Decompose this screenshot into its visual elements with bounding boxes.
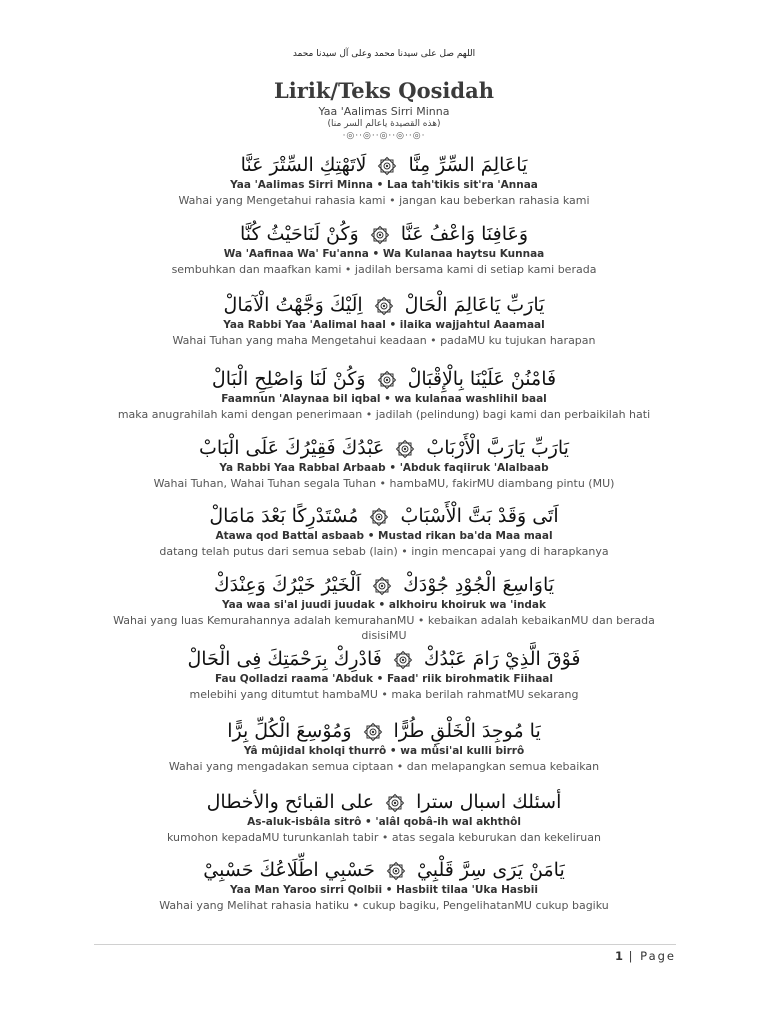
- verse-block: [0, 221, 768, 277]
- ornament-separator-icon: [384, 792, 406, 814]
- verse-arabic-first-half: يَارَبِّ يَارَبَّ الْأَرْبَابْ: [426, 437, 569, 459]
- ornament-separator-icon: [392, 649, 414, 671]
- page-label: Page: [640, 949, 676, 963]
- verse-block: [0, 789, 768, 845]
- verse-arabic-first-half: يَامَنْ يَرَى سِرَّ قَلْبِيْ: [416, 859, 565, 881]
- verse-arabic-second-half: فَادْرِكْ بِرَحْمَتِكَ فِى الْحَالْ: [187, 648, 382, 670]
- verse-arabic-second-half: وَكُنْ لَنَاحَيْثُ كُنَّا: [239, 223, 359, 245]
- page-footer: [615, 949, 676, 963]
- verse-arabic: [0, 718, 768, 744]
- verse-translation: Wahai yang Mengetahui rahasia kami • jangan kau beberkan rahasia kami: [178, 194, 590, 207]
- verse-block: [0, 435, 768, 491]
- verse-arabic-second-half: وَمُوْسِعَ الْكُلِّ بِرًّا: [227, 720, 352, 742]
- verse-translation: kumohon kepadaMU turunkanlah tabir • atas segala keburukan dan kekeliruan: [167, 831, 601, 844]
- verse-translation: melebihi yang ditumtut hambaMU • maka berilah rahmatMU sekarang: [189, 688, 579, 701]
- verse-translation: datang telah putus dari semua sebab (lain) • ingin mencapai yang di harapkanya: [159, 545, 609, 558]
- verse-arabic: [0, 152, 768, 178]
- page-number: 1: [614, 949, 623, 963]
- verse-arabic: [0, 366, 768, 392]
- verse-transliteration: Faamnun 'Alaynaa bil iqbal • wa kulanaa washlihil baal: [221, 393, 547, 405]
- verse-transliteration: Fau Qolladzi raama 'Abduk • Faad' riik birohmatik Fiihaal: [215, 673, 553, 685]
- verse-transliteration: Ya Rabbi Yaa Rabbal Arbaab • 'Abduk faqiiruk 'Alalbaab: [219, 462, 549, 474]
- ornament-separator-icon: [373, 295, 395, 317]
- verse-block: [0, 292, 768, 348]
- verse-transliteration: Yaa 'Aalimas Sirri Minna • Laa tah'tikis sit'ra 'Annaa: [230, 179, 538, 191]
- salawat-header: اللهم صل على سيدنا محمد وعلى آل سيدنا محمد: [292, 49, 476, 59]
- verse-arabic-first-half: يَاعَالِمَ السِّرِّ مِنَّا: [408, 154, 528, 176]
- verse-arabic-second-half: اَلْخَيْرُ خَيْرُكَ وَعِنْدَكْ: [213, 574, 362, 596]
- ornament-separator-icon: [362, 721, 384, 743]
- verse-arabic-second-half: على القبائح والأخطال: [206, 791, 375, 813]
- verse-arabic-first-half: وَعَافِنَا وَاعْفُ عَنَّا: [400, 223, 529, 245]
- verse-transliteration: Yaa waa si'al juudi juudak • alkhoiru khoiruk wa 'indak: [221, 599, 546, 611]
- verse-translation: Wahai Tuhan, Wahai Tuhan segala Tuhan • hambaMU, fakirMU diambang pintu (MU): [153, 477, 615, 490]
- ornament-divider: ·◎··◎··◎··◎··◎·: [342, 131, 426, 141]
- verse-transliteration: Yaa Rabbi Yaa 'Aalimal haal • ilaika wajjahtul Aaamaal: [223, 319, 545, 331]
- verse-arabic-second-half: مُسْتَدْرِكًا بَعْدَ مَامَالْ: [209, 505, 359, 527]
- verse-transliteration: Yâ mûjidal kholqi thurrô • wa mûsi'al kulli birrô: [243, 745, 525, 757]
- verse-translation: sembuhkan dan maafkan kami • jadilah bersama kami di setiap kami berada: [171, 263, 597, 276]
- verse-arabic-second-half: لَاتَهْتِكِ السِّتْرَ عَنَّا: [240, 154, 367, 176]
- verse-arabic-first-half: يَارَبِّ يَاعَالِمَ الْحَالْ: [404, 294, 545, 316]
- verse-block: [0, 503, 768, 559]
- footer-separator: |: [628, 949, 635, 963]
- verse-block: [0, 366, 768, 422]
- verse-block: [0, 646, 768, 702]
- verse-translation: maka anugrahilah kami dengan penerimaan • jadilah (pelindung) bagi kami dan perbaikilah hati: [117, 408, 651, 421]
- verse-transliteration: Yaa Man Yaroo sirri Qolbii • Hasbiit tilaa 'Uka Hasbii: [230, 884, 538, 896]
- verse-arabic-first-half: أسئلك اسبال سترا: [416, 791, 562, 813]
- verse-arabic-second-half: عَبْدُكَ فَقِيْرُكَ عَلَى الْبَابْ: [199, 437, 385, 459]
- verse-arabic-second-half: حَسْبِي اطِّلَاعُكَ حَسْبِيْ: [203, 859, 375, 881]
- page-subtitle-arabic: (هذه القصيدة ياعالم السر منا): [327, 119, 441, 129]
- verse-block: [0, 857, 768, 913]
- verse-arabic-first-half: فَوْقَ الَّذِيْ رَامَ عَبْدُكْ: [423, 648, 581, 670]
- ornament-separator-icon: [376, 369, 398, 391]
- verse-arabic: [0, 789, 768, 815]
- verse-translation: Wahai yang Melihat rahasia hatiku • cukup bagiku, PengelihatanMU cukup bagiku: [159, 899, 609, 912]
- ornament-separator-icon: [369, 224, 391, 246]
- footer-divider: [94, 944, 676, 945]
- verse-arabic: [0, 857, 768, 883]
- verse-arabic: [0, 503, 768, 529]
- verse-arabic: [0, 572, 768, 598]
- page-subtitle: Yaa 'Aalimas Sirri Minna: [318, 105, 450, 118]
- verse-arabic: [0, 292, 768, 318]
- verse-transliteration: As-aluk-isbâla sitrô • 'alâl qobâ-ih wal akhthôl: [247, 816, 521, 828]
- verse-block: [0, 572, 768, 643]
- ornament-separator-icon: [368, 506, 390, 528]
- page-title: Lirik/Teks Qosidah: [274, 78, 494, 103]
- ornament-separator-icon: [385, 860, 407, 882]
- verse-transliteration: Wa 'Aafinaa Wa' Fu'anna • Wa Kulanaa haytsu Kunnaa: [223, 248, 545, 260]
- verse-arabic-first-half: فَامْنُنْ عَلَيْنَا بِالْإِقْبَالْ: [407, 368, 557, 390]
- verse-arabic: [0, 435, 768, 461]
- verse-arabic-second-half: اِلَيْكَ وَجَّهْتُ الْآمَالْ: [223, 294, 363, 316]
- verse-block: [0, 152, 768, 208]
- verse-arabic-first-half: يَاوَاسِعَ الْجُوْدِ جُوْدَكْ: [403, 574, 555, 596]
- verse-block: [0, 718, 768, 774]
- ornament-separator-icon: [376, 155, 398, 177]
- ornament-separator-icon: [371, 575, 393, 597]
- verse-arabic-first-half: اَتَى وَقَدْ بَتَّ الْأَسْبَابْ: [400, 505, 559, 527]
- verse-arabic-first-half: يَا مُوجِدَ الْخَلْقِ طُرًّا: [393, 720, 541, 742]
- verse-translation: Wahai Tuhan yang maha Mengetahui keadaan • padaMU ku tujukan harapan: [172, 334, 596, 347]
- verse-translation: Wahai yang mengadakan semua ciptaan • dan melapangkan semua kebaikan: [168, 760, 600, 773]
- verse-transliteration: Atawa qod Battal asbaab • Mustad rikan ba'da Maa maal: [215, 530, 553, 542]
- verse-arabic-second-half: وَكُنْ لَنَا وَاصْلِحِ الْبَالْ: [211, 368, 366, 390]
- verse-arabic: [0, 646, 768, 672]
- verse-translation: Wahai yang luas Kemurahannya adalah kemurahanMU • kebaikan adalah kebaikanMU dan berada disisiMU: [113, 614, 655, 642]
- ornament-separator-icon: [394, 438, 416, 460]
- verse-arabic: [0, 221, 768, 247]
